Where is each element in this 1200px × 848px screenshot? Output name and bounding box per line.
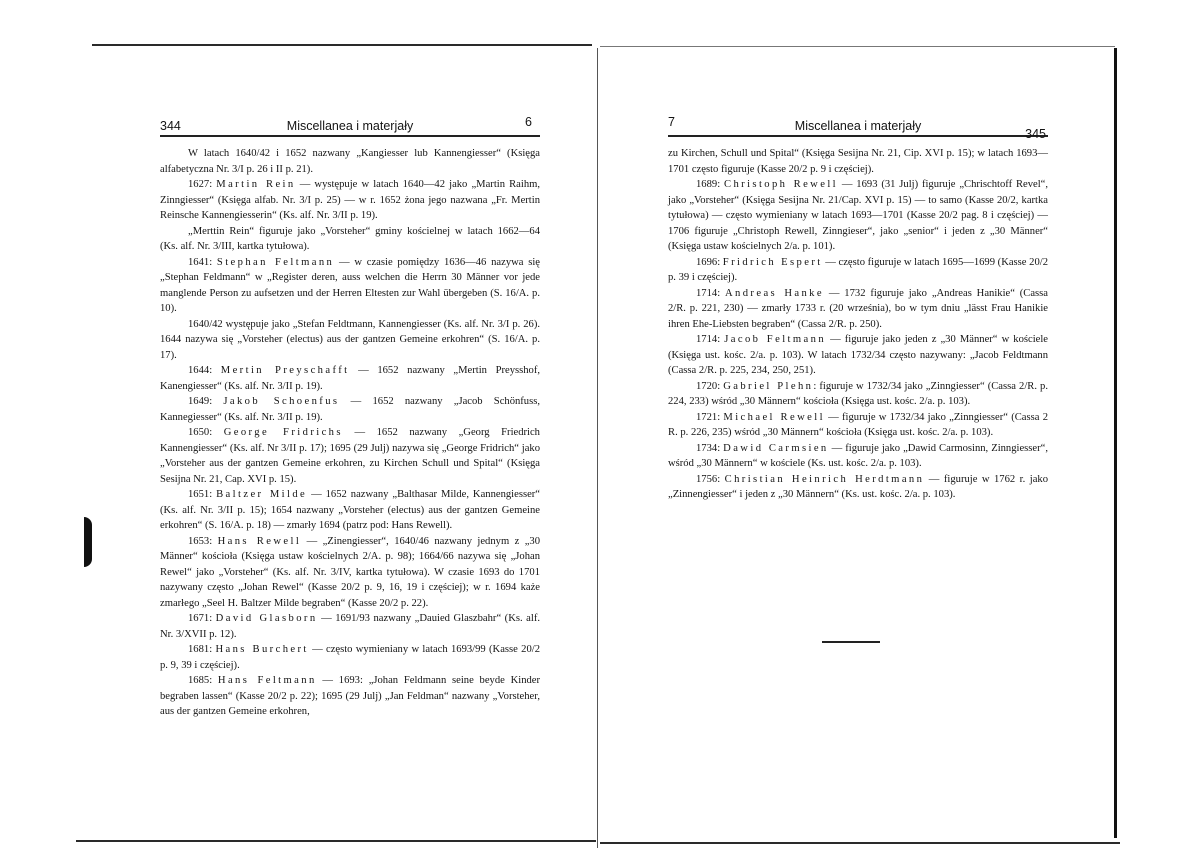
right-page <box>668 113 1048 503</box>
entry-paragraph <box>160 255 540 317</box>
pewterer-name: Martin Rein <box>216 179 296 190</box>
pewterer-name: Christoph Rewell <box>723 179 839 190</box>
left-page <box>160 113 540 720</box>
entry-text: — figuruje w 1732/34 jako „Zinngiesser“ (Cassa 2 R. p. 226, 235) wśród „30 Männern“ kościoła (Księga ust. kośc. 2/a. p. 103). <box>668 411 1048 438</box>
scan-edge-bottom-right <box>600 842 1120 844</box>
page-edge-right <box>1114 48 1117 838</box>
entry-text: : figuruje w 1732/34 jako „Zinngiesser“ (Cassa 2/R. p. 224, 233) wśród „30 Männern“ kościoła (Księga ust. kośc. 2/a. p. 103). <box>668 380 1048 407</box>
entry-year: 1644: <box>188 365 221 376</box>
pewterer-name: Gabriel Plehn <box>723 380 814 392</box>
scan-edge-top-right <box>600 46 1115 47</box>
entry-year: 1720: <box>696 380 724 392</box>
pewterer-name: Jacob Feltmann <box>724 334 827 345</box>
binding-mark <box>84 517 92 567</box>
entry-year: 1714: <box>696 334 725 345</box>
entry-year: 1714: <box>696 287 725 299</box>
signature-number: 7 <box>668 115 675 129</box>
signature-number: 6 <box>525 115 532 129</box>
entry-text: 1640/42 występuje jako „Stefan Feldtmann, Kannengiesser (Ks. alf. Nr. 3/I p. 26). 1644 nazywa się „Vorsteher (electus) aus der gantzen Gemeine erkohren“ (S. 16/A. p. 17). <box>160 318 540 361</box>
book-fold <box>597 48 598 848</box>
entry-year: 1653: <box>188 535 218 547</box>
entry-text: zu Kirchen, Schull und Spital“ (Księga Sesijna Nr. 21, Cip. XVI p. 15); w latach 1693—1701 często figuruje (Kasse 20/2 p. 9 i częściej). <box>668 148 1048 175</box>
entry-text: — „Zinengiesser“, 1640/46 nazwany jednym z „30 Männer“ kościoła (Księga ustaw kościelnych 2/A. p. 98); 1664/66 nazywa się „Johan Rewel“ jako „Vorsteher“ (Ks. alf. Nr. 3/IV, kartka tytułowa). W czasie 1693 do 1701 nazywany często „Johan Rewel“ (Kasse 20/2 p. 9, 16, 19 i częściej); w r. 1694 każe zmarłego „Seel H. Baltzer Milde begraben“ (Kasse 20/2 p. 22). <box>160 535 541 609</box>
entry-text: — 1652 nazwany „Jacob Schönfuss, Kannegiesser“ (Ks. alf. Nr. 3/II p. 19). <box>160 396 541 423</box>
entry-text: — figuruje jako „Dawid Carmosinn, Zinngiesser“, wśród „30 Männern“ w kościele (Ks. ust. kośc. 2/a. p. 103). <box>668 442 1048 469</box>
entry-paragraph <box>668 286 1048 333</box>
closing-rule <box>822 641 880 643</box>
entry-year: 1721: <box>696 411 724 423</box>
entry-paragraph <box>160 363 540 394</box>
entry-text: W latach 1640/42 i 1652 nazwany „Kangiesser lub Kannengiesser“ (Księga alfabetyczna Nr. 3/I p. 26 i II p. 21). <box>160 148 540 175</box>
entry-paragraph <box>668 332 1048 379</box>
entry-paragraph <box>668 255 1048 286</box>
entry-paragraph <box>668 146 1048 177</box>
entry-paragraph <box>160 146 540 177</box>
scan-edge-top-left <box>92 44 592 46</box>
entry-year: 1689: <box>696 179 724 190</box>
pewterer-name: Jakob Schoenfus <box>223 396 340 407</box>
pewterer-name: Mertin Preyschafft <box>220 365 350 376</box>
page-body <box>668 146 1048 503</box>
entry-year: 1651: <box>188 489 217 500</box>
entry-text: — 1652 nazwany „Balthasar Milde, Kannengiesser“ (Ks. alf. Nr. 3/II p. 15); 1654 nazwany „Vorsteher (electus) aus der gantzen Gemeine erkohren“ (S. 16/A. p. 18) — zmarły 1694 (patrz pod: Hans Rewell). <box>160 489 541 531</box>
entry-paragraph <box>668 379 1048 410</box>
running-title: Miscellanea i materjały <box>286 119 414 133</box>
running-head-right <box>668 113 1048 141</box>
entry-paragraph <box>160 534 540 612</box>
entry-paragraph <box>160 611 540 642</box>
page-body <box>160 146 540 720</box>
running-title: Miscellanea i materjały <box>794 119 922 133</box>
pewterer-name: Michael Rewell <box>723 411 825 423</box>
entry-text: — 1691/93 nazwany „Dauied Glaszbahr“ (Ks. alf. Nr. 3/XVII p. 12). <box>160 613 540 640</box>
running-head-left <box>160 113 540 137</box>
entry-paragraph <box>160 317 540 364</box>
entry-paragraph <box>160 177 540 224</box>
entry-text: — 1652 nazwany „Mertin Preysshof, Kanengiesser“ (Ks. alf. Nr. 3/II p. 19). <box>160 365 541 392</box>
entry-paragraph <box>160 487 540 534</box>
entry-text: — często wymieniany w latach 1693/99 (Kasse 20/2 p. 9, 39 i częściej). <box>160 644 540 671</box>
entry-text: — 1693: „Johan Feldmann seine beyde Kinder begraben lassen“ (Kasse 20/2 p. 22); 1695 (29 Julj) „Jan Feldman“ nazwany „Vorsteher, aus der gantzen Gemeine erkohren, <box>160 675 541 717</box>
entry-year: 1696: <box>696 256 723 268</box>
entry-paragraph <box>668 177 1048 255</box>
pewterer-name: Dawid Carmsien <box>723 442 829 454</box>
pewterer-name: Hans Feltmann <box>217 675 317 686</box>
entry-paragraph <box>160 224 540 255</box>
entry-text: — występuje w latach 1640—42 jako „Martin Raihm, Zinngiesser“ (Księga alfab. Nr. 3/I p. 25) — w r. 1652 żona jego nazwana „Fr. Mertin Reinsche Kannengiesserin“ (Ks. alf. Nr. 3/II p. 19). <box>160 179 541 221</box>
pewterer-name: Hans Rewell <box>217 535 302 547</box>
pewterer-name: Stephan Feltmann <box>216 256 335 268</box>
pewterer-name: Andreas Hanke <box>724 287 824 299</box>
entry-paragraph <box>668 472 1048 503</box>
entry-year: 1681: <box>188 644 216 655</box>
pewterer-name: David Glasborn <box>215 613 318 624</box>
entry-text: — 1693 (31 Julj) figuruje „Chrischtoff Revel“, jako „Vorsteher“ (Księga Sesijna Nr. 21/Cap. XVI p. 15) — to samo (Kasse 20/2, kartka tytułowa) — często wymieniany w latach 1693—1701 (Kasse 20/2 pag. 8 i częściej) — 1706 figuruje „Christoph Rewell, Zinngieser“, jako „senior“ i jeden z „30 Männer“ (Księga ustaw kościelnych 2/a. p. 101). <box>668 179 1049 252</box>
entry-year: 1756: <box>696 473 725 485</box>
entry-paragraph <box>160 673 540 720</box>
entry-year: 1650: <box>188 427 224 438</box>
pewterer-name: Baltzer Milde <box>216 489 308 500</box>
entry-year: 1641: <box>188 256 217 268</box>
entry-text: — w czasie pomiędzy 1636—46 nazywa się „Stephan Feldmann“ w „Register deren, auss welchen die Herrn 30 Männer vor jede manglende Person zu aufsetzen und der Herren Eltesten zur Wahl übergeben (S. 16/A. p. 10). <box>160 256 540 314</box>
entry-text: — figuruje w 1762 r. jako „Zinnengiesser“ i jeden z „30 Männern“ (Ks. ust. kośc. 2/a. p. 103). <box>668 473 1048 500</box>
scan-edge-bottom-left <box>76 840 596 842</box>
entry-year: 1685: <box>188 675 218 686</box>
entry-text: — 1652 nazwany „Georg Friedrich Kannengiesser“ (Ks. alf. Nr 3/II p. 17); 1695 (29 Julj) nazywa się „George Fridrich“ jako „Vorsteher aus der gantzen Gemeine erkohren, zu Kirchen Schull und Spital“ (Księga Sesijna Nr. 21, Cap. XVI p. 15). <box>160 427 540 485</box>
pewterer-name: George Fridrichs <box>223 427 343 438</box>
entry-text: „Merttin Rein“ figuruje jako „Vorsteher“ gminy kościelnej w latach 1662—64 (Ks. alf. Nr. 3/III, kartka tytułowa). <box>160 225 540 252</box>
entry-year: 1627: <box>188 179 217 190</box>
pewterer-name: Christian Heinrich Herdtmann <box>724 473 925 485</box>
entry-text: — figuruje jako jeden z „30 Männer“ w kościele (Księga ust. kośc. 2/a. p. 103). W latach 1732/34 często nazywany: „Jacob Feldtmann (Cassa 2/R. p. 225, 234, 250, 251). <box>668 334 1049 376</box>
entry-text: — często figuruje w latach 1695—1699 (Kasse 20/2 p. 39 i częściej). <box>668 256 1048 283</box>
entry-paragraph <box>668 441 1048 472</box>
entry-paragraph <box>160 425 540 487</box>
page-number: 345 <box>1025 127 1046 141</box>
page-number: 344 <box>160 119 181 133</box>
entry-paragraph <box>160 394 540 425</box>
pewterer-name: Fridrich Espert <box>722 256 823 268</box>
entry-year: 1649: <box>188 396 224 407</box>
entry-year: 1671: <box>188 613 216 624</box>
entry-text: — 1732 figuruje jako „Andreas Hanikie“ (Cassa 2/R. p. 221, 230) — zmarły 1733 r. (20 września), bo w tym dniu „lässt Frau Hanikie ihren Ehe-Liebsten begraben“ (Cassa 2/R. p. 250). <box>668 287 1049 330</box>
entry-year: 1734: <box>696 442 724 454</box>
pewterer-name: Hans Burchert <box>215 644 309 655</box>
entry-paragraph <box>160 642 540 673</box>
entry-paragraph <box>668 410 1048 441</box>
